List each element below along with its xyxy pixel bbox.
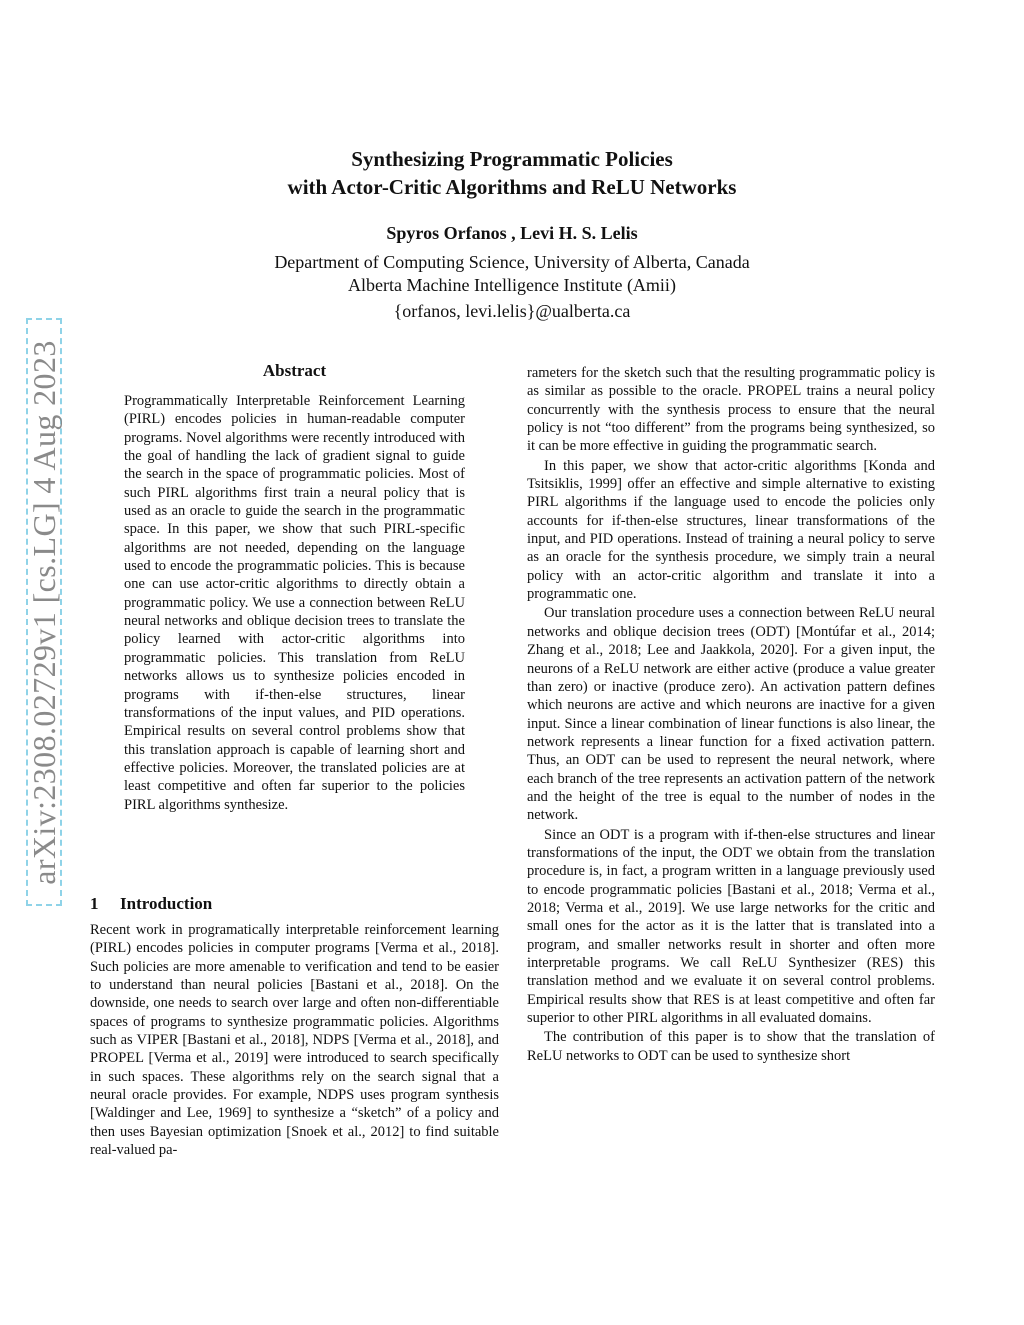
paper-title-line-2: with Actor-Critic Algorithms and ReLU Networks bbox=[287, 175, 737, 199]
intro-paragraph-1-continued: rameters for the sketch such that the resulting programmatic policy is as similar as possible to the oracle. PROPEL trains a neural policy concurrently with the synthesis process to ensure that the neural policy is not “too different” from the programs being synthesized, so it can be more effective in guiding the programmatic search. bbox=[527, 365, 935, 455]
section-title: Introduction bbox=[120, 894, 213, 913]
intro-paragraph-4: Since an ODT is a program with if-then-else structures and linear transformations of the input, the ODT we obtain from the translation procedure is, in fact, a program written in a language previously used to encode programmatic policies [Bastani et al., 2018; Verma et al., 2018; Verma et al., 2019]. We use large networks for the critic and small ones for the actor as it is the latter that is translated into a program, and smaller networks result in shorter and often more interpretable programs. We call ReLU Synthesizer (RES) this translation method and we evaluate it on several control problems. Empirical results show that RES is at least competitive and often far superior to other PIRL algorithms in all evaluated domains. bbox=[527, 826, 935, 1027]
arxiv-watermark bbox=[24, 320, 64, 905]
abstract-body: Programmatically Interpretable Reinforcement Learning (PIRL) encodes policies in human-readable computer programs. Novel algorithms were recently introduced with the goal of handling the lack of gradient signal to guide the search in the space of programmatic policies. Most of such PIRL algorithms first train a neural policy that is used as an oracle to guide the search in the programmatic space. In this paper, we show that such PIRL-specific algorithms are not needed, depending on the language used to encode the programmatic policies. This is because one can use actor-critic algorithms to directly obtain a programmatic policy. We use a connection between ReLU neural networks and oblique decision trees to translate the policy learned with actor-critic algorithms into programmatic policies. This translation from ReLU networks allows us to synthesize policies encoded in programs with if-then-else structures, linear transformations of the input values, and PID operations. Empirical results on several control problems show that this translation approach is capable of learning short and effective policies. Moreover, the translated policies are at least competitive and often far superior to the policies PIRL algorithms synthesize. bbox=[124, 393, 465, 813]
section-number: 1 bbox=[90, 894, 99, 913]
paper-title-line-1: Synthesizing Programmatic Policies bbox=[351, 147, 673, 171]
intro-paragraph-5: The contribution of this paper is to show that the translation of ReLU networks to ODT can be used to synthesize short bbox=[527, 1029, 935, 1064]
arxiv-identifier: arXiv:2308.02729v1 [cs.LG] 4 Aug 2023 bbox=[25, 340, 62, 885]
right-column bbox=[527, 364, 935, 1065]
intro-paragraph-3: Our translation procedure uses a connection between ReLU neural networks and oblique decision trees (ODT) [Montúfar et al., 2014; Zhang et al., 2018; Lee and Jaakkola, 2020]. For a given input, the neurons of a ReLU network are either active (produce a value greater than zero) or inactive (produce zero). An activation pattern defines which neurons are active and which neurons are inactive for a given input. Since a linear combination of linear functions is also linear, the network represents a linear function for a fixed activation pattern. Thus, an ODT can be used to represent the neural network, where each branch of the tree represents an activation pattern of the network and the height of the tree is equal to the number of nodes in the network. bbox=[527, 605, 935, 824]
section-heading-introduction bbox=[90, 894, 499, 914]
affiliation-line-1: Department of Computing Science, University of Alberta, Canada bbox=[274, 252, 750, 272]
abstract-heading: Abstract bbox=[262, 361, 327, 380]
intro-paragraph-1: Recent work in programatically interpretable reinforcement learning (PIRL) encodes policies in computer programs [Verma et al., 2018]. Such policies are more amenable to verification and tend to be easier to understand than neural policies [Bastani et al., 2018]. On the downside, one needs to search over large and often non-differentiable spaces of programs to synthesize programmatic policies. Algorithms such as VIPER [Bastani et al., 2018], NDPS [Verma et al., 2018], and PROPEL [Verma et al., 2019] were introduced to search specifically in such spaces. These algorithms rely on the search signal that a neural oracle provides. For example, NDPS uses program synthesis [Waldinger and Lee, 1969] to synthesize a “sketch” of a policy and then uses Bayesian optimization [Snoek et al., 2012] to find suitable real-valued pa- bbox=[90, 922, 499, 1159]
author-emails: {orfanos, levi.lelis}@ualberta.ca bbox=[393, 301, 631, 321]
author-list: Spyros Orfanos , Levi H. S. Lelis bbox=[386, 223, 638, 243]
intro-paragraph-2: In this paper, we show that actor-critic algorithms [Konda and Tsitsiklis, 1999] offer an effective and simple alternative to existing PIRL algorithms if the language used to encode the policies only accounts for if-then-else structures, linear transformations of the input, and PID operations. Instead of training a neural policy to serve as an oracle for the synthesis procedure, we simply train a neural policy with an actor-critic algorithm and translate it into a programmatic one. bbox=[527, 457, 935, 603]
left-column bbox=[90, 921, 499, 1159]
affiliation-line-2: Alberta Machine Intelligence Institute (Amii) bbox=[348, 275, 676, 295]
